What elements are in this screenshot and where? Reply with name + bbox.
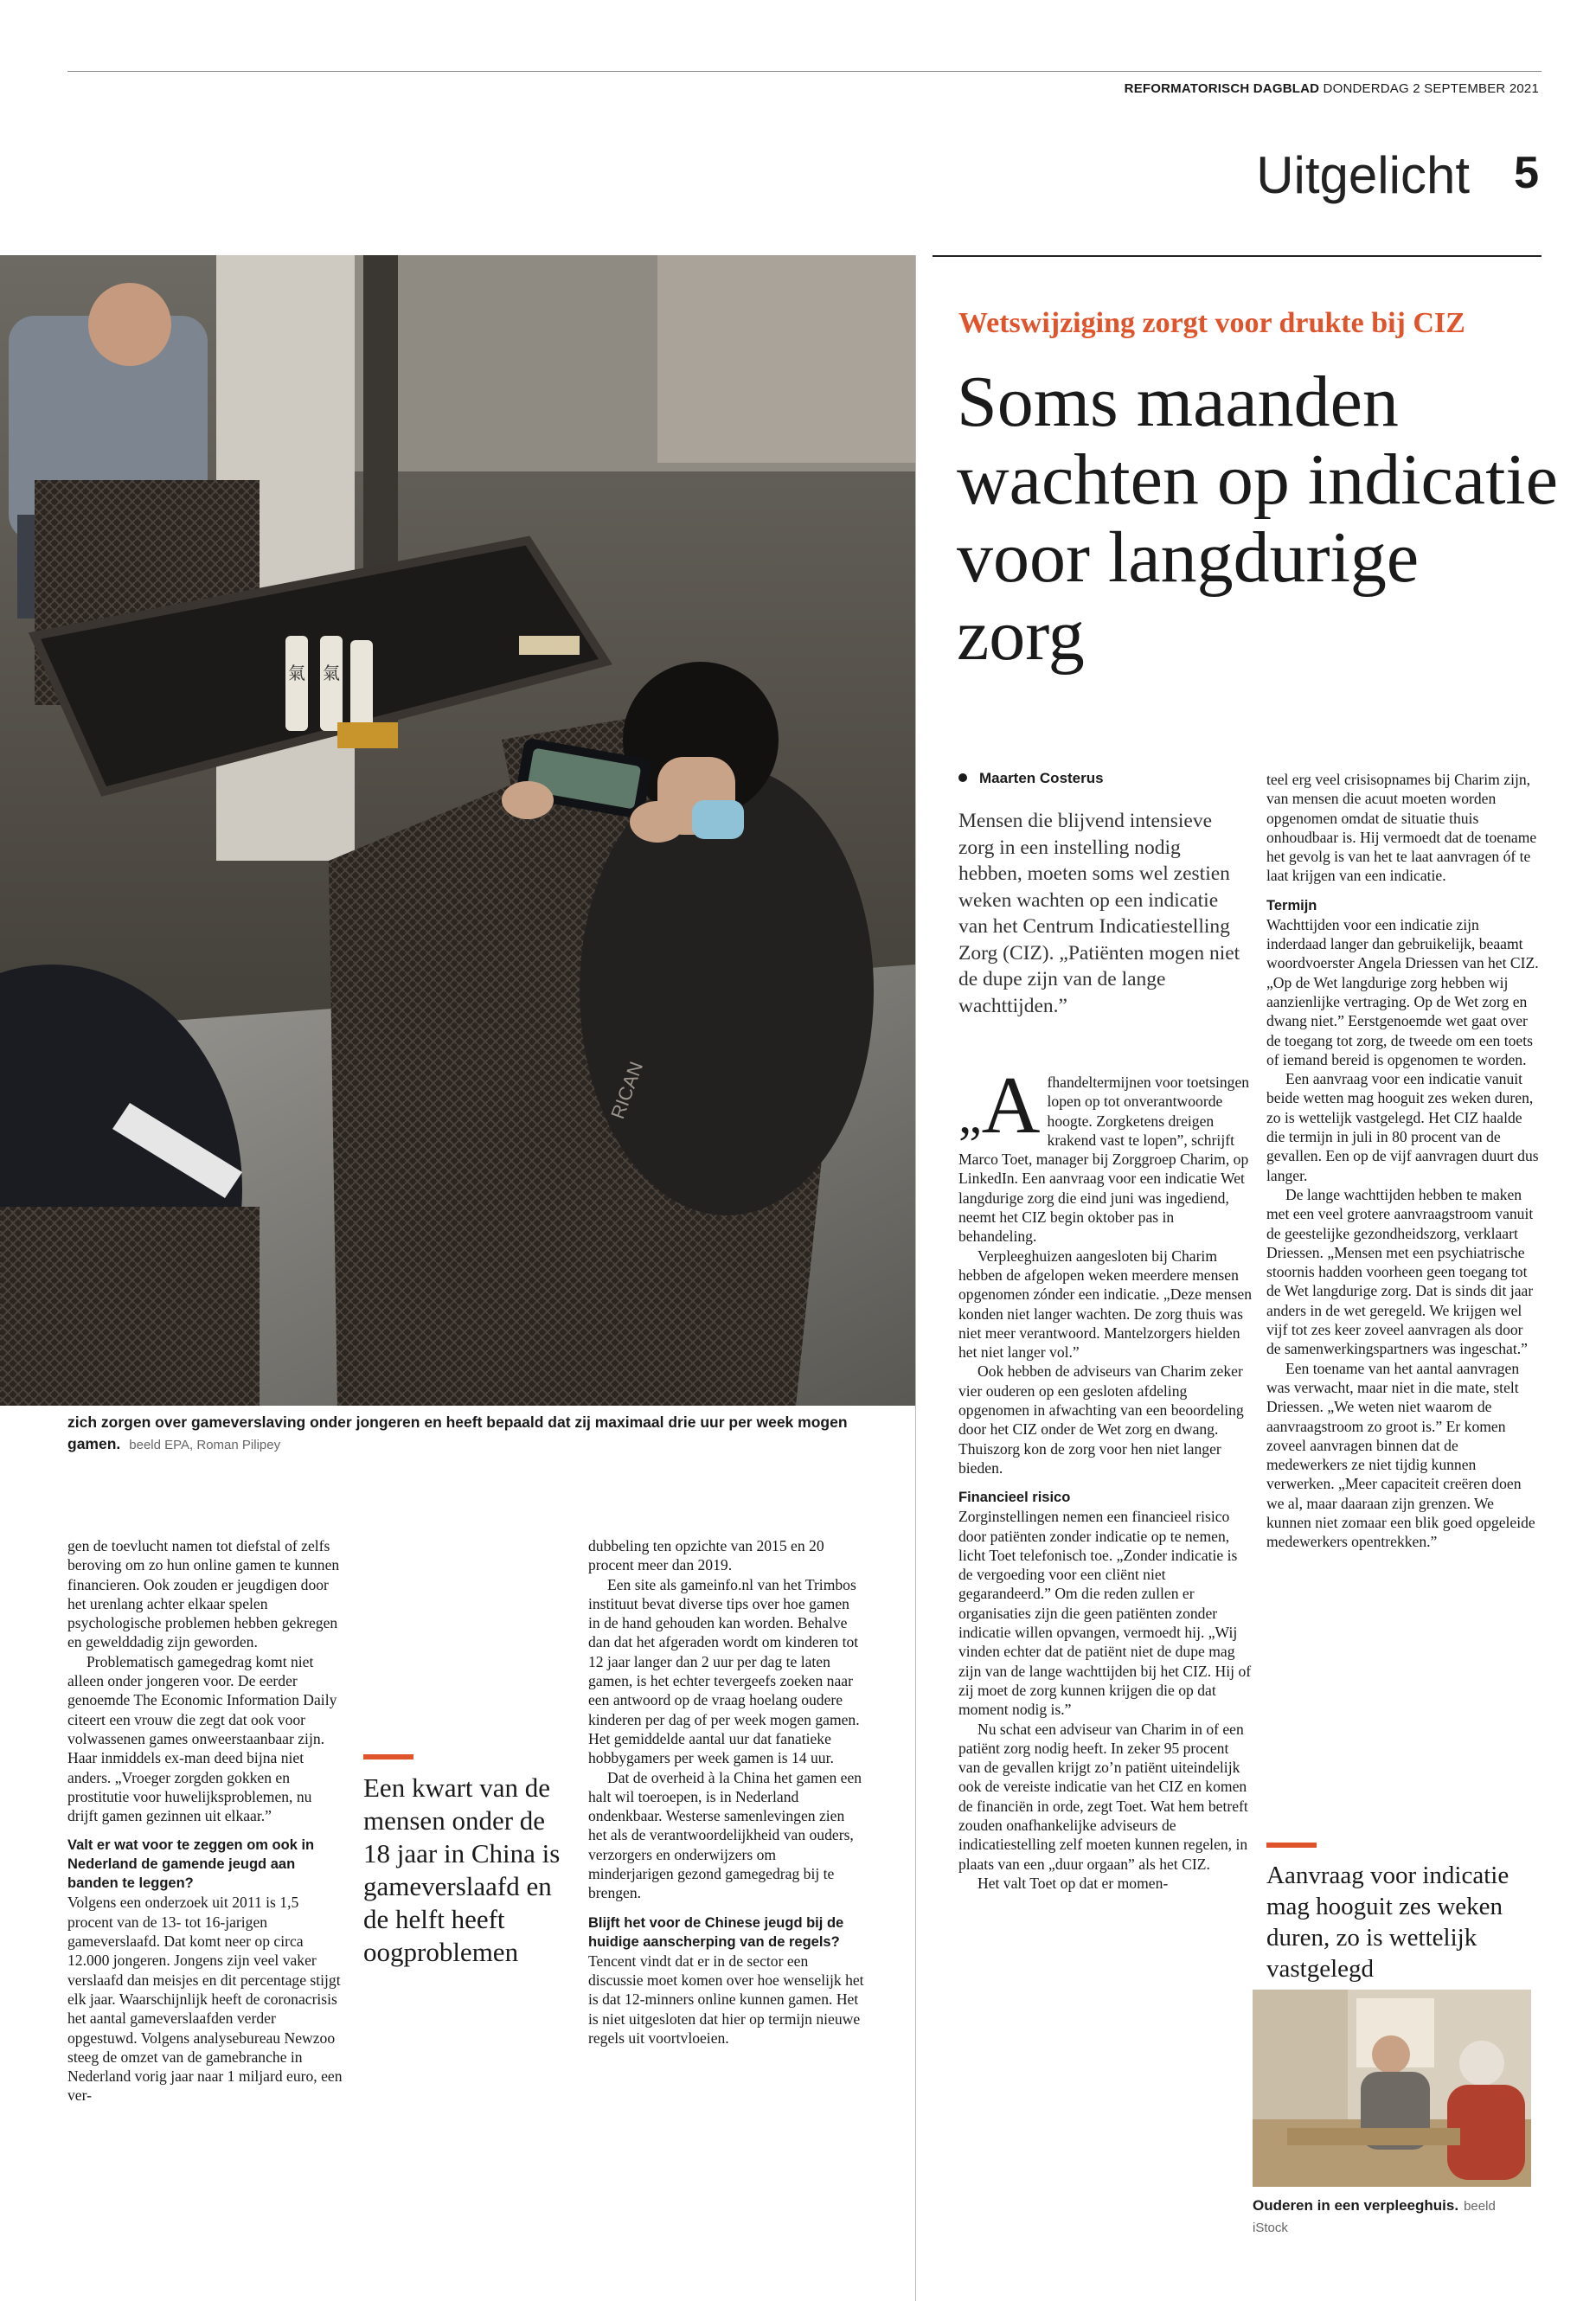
author-name: Maarten Costerus [979, 770, 1104, 786]
main-photo [0, 255, 915, 1406]
paragraph: Tencent vindt dat er in de sector een discussie moet komen over hoe wenselijk het is dat 12-minners online kunnen gamen. Het is niet uitgesloten dat hier op termijn nieuwe regels uit voortvloeien. [588, 1952, 864, 2047]
photo-credit: beeld EPA, Roman Pilipey [129, 1438, 281, 1452]
paragraph: Wachttijden voor een indicatie zijn inderdaad langer dan gebruikelijk, beaamt woordvoerster Angela Driessen van het CIZ. „Op de Wet langdurige zorg hebben wij aanzienlijke vertraging. Op de Wet zorg en dwang niet.” Eerstgenoemde wet gaat over de toegang tot zorg, de tweede om een toets of iemand bereid is opgenomen te worden. [1266, 915, 1539, 1068]
photo-credit: beeld iStock [1253, 2199, 1496, 2235]
subheading: Blijft het voor de Chinese jeugd bij de huidige aanscherping van de regels? [588, 1914, 844, 1950]
paragraph: Ook hebben de adviseurs van Charim zeker vier ouderen op een gesloten afdeling opgenomen in afwachting van een beoordeling door het CIZ onder de Wet zorg en dwang. Thuiszorg kon de zorg voor hen niet langer bieden. [958, 1362, 1244, 1477]
care-home-photo [1253, 1990, 1531, 2187]
pull-quote: Een kwart van de mensen onder de 18 jaar in China is gameverslaafd en de helft heeft oogproblemen [363, 1772, 561, 1967]
right-column-1 [958, 1061, 1253, 1893]
pull-quote-accent [363, 1754, 413, 1759]
masthead [1125, 81, 1539, 96]
drop-cap-quote: „ [958, 1086, 982, 1144]
right-column-2 [1266, 770, 1539, 1552]
paragraph: Nu schat een adviseur van Charim in of een patiënt zorg nodig heeft. In zeker 95 procent van de gevallen krijgt zo’n patiënt uiteindelijk ook de vereiste indicatie van het CIZ en komen de financiën in orde, zegt Toet. Wat hem betreft zouden onafhankelijke adviseurs de indicatiestelling zelf moeten kunnen regelen, in plaats van een „duur orgaan” als het CIZ. [958, 1720, 1248, 1873]
pull-quote-accent [1266, 1843, 1317, 1848]
photo-caption [67, 1412, 898, 1456]
column-divider [915, 255, 916, 2301]
paragraph: Het valt Toet op dat er momen- [977, 1874, 1169, 1892]
paragraph: Volgens een onderzoek uit 2011 is 1,5 procent van de 13- tot 16-jarigen gameverslaafd. Dat komt neer op circa 12.000 jongeren. Jongens zijn veel vaker verslaafd dan meisjes en dit percentage stijgt elk jaar. Waarschijnlijk heeft de coronacrisis het aantal gameverslaafden verder opgestuwd. Volgens analysebureau Newzoo steeg de omzet van de gamebranche in Nederland vorig jaar naar 1 miljard euro, een ver- [67, 1894, 343, 2105]
pull-quote: Aanvraag voor indicatie mag hooguit zes weken duren, zo is wettelijk vastgelegd [1266, 1862, 1509, 1983]
caption-text: Ouderen in een verpleeghuis. [1253, 2197, 1459, 2214]
drop-cap [958, 1061, 1041, 1150]
page-number: 5 [1514, 148, 1539, 198]
bullet-icon [958, 773, 967, 782]
paragraph: Verpleeghuizen aangesloten bij Charim hebben de afgelopen weken meerdere mensen opgenomen zónder een indicatie. „Deze mensen konden niet langer wachten. De zorg thuis was niet meer verantwoord. Mantelzorgers hielden het niet langer vol.” [958, 1247, 1253, 1362]
paragraph: dubbeling ten opzichte van 2015 en 20 procent meer dan 2019. [588, 1537, 824, 1574]
issue-date: DONDERDAG 2 SEPTEMBER 2021 [1323, 81, 1539, 96]
paper-name: REFORMATORISCH DAGBLAD [1124, 81, 1320, 96]
can-label: 氣 [288, 664, 305, 683]
jacket-text: RICAN [606, 1058, 648, 1122]
paragraph: fhandeltermijnen voor toetsingen lopen op tot onverantwoorde hoogte. Zorgketens dreigen krakend vast te lopen”, schrijft Marco Toet, manager bij Zorggroep Charim, op LinkedIn. Een aanvraag voor een indicatie Wet langdurige zorg die eind juni was ingediend, neemt het CIZ begin oktober pas in behandeling. [958, 1074, 1250, 1246]
headline: Soms maanden wachten op indicatie voor langdurige zorg [957, 362, 1559, 676]
kicker: Wetswijziging zorgt voor drukte bij CIZ [958, 307, 1465, 339]
small-photo-caption [1253, 2195, 1531, 2239]
paragraph: Een site als gameinfo.nl van het Trimbos instituut bevat diverse tips over hoe gamen in de hand gehouden kan worden. Behalve dan dat het afgeraden wordt om kinderen tot 12 jaar langer dan 2 uur per dag te laten gamen, is het echter tevergeefs zoeken naar een antwoord op de vraag hoelang oudere kinderen per dag of per week mogen gamen. Het gemiddelde aantal uur dat fanatieke hobbygamers per week gamen is 14 uur. [588, 1575, 860, 1767]
paragraph: Problematisch gamegedrag komt niet alleen onder jongeren voor. De eerder genoemde The Economic Information Daily citeert een vrouw die zegt dat ook voor volwassenen games onweerstaanbaar zijn. Haar inmiddels ex-man deed bijna niet anders. „Vroeger zorgden gokken en prostitutie voor huwelijksproblemen, nu drijft gamen gezinnen uit elkaar.” [67, 1652, 337, 1825]
paragraph: De lange wachttijden hebben te maken met een veel grotere aanvraagstroom vanuit de geestelijke gezondheidszorg, verklaart Driessen. „Mensen met een psychiatrische stoornis hadden voorheen geen toegang tot de Wet langdurige zorg. Dat is sinds dit jaar anders in de wet geregeld. We krijgen wel vijf tot zes keer zoveel aanvragen als door de samenwerkingspartners was ingeschat.” [1266, 1185, 1534, 1358]
section-rule [933, 255, 1542, 257]
paragraph: Een aanvraag voor een indicatie vanuit beide wetten mag hooguit zes weken duren, zo is wettelijk vastgelegd. Het CIZ haalde die termijn in juli in 80 procent van de gevallen. Een op de vijf aanvragen duurt dus langer. [1266, 1070, 1539, 1184]
byline [958, 770, 1104, 787]
top-rule [67, 71, 1542, 72]
can-label: 氣 [323, 664, 340, 683]
drop-cap-letter: A [981, 1061, 1041, 1150]
intro-paragraph: Mensen die blijvend intensieve zorg in een instelling nodig hebben, moeten soms wel zestien weken wachten op een indicatie van het Centrum Indicatiestelling Zorg (CIZ). „Patiënten mogen niet de dupe zijn van de lange wachttijden.” [958, 810, 1240, 1017]
paragraph: Zorginstellingen nemen een financieel risico door patiënten zonder indicatie op te nemen, licht Toet telefonisch toe. „Zonder indicatie is de vergoeding voor een cliënt niet gegarandeerd.” Om die reden zullen er organisaties zijn die geen patiënten zonder indicatie willen opvangen, vermoedt hij. „Wij vinden echter dat de patiënt niet de dupe mag zijn van de lange wachttijden bij het CIZ. Hij of zij moet de zorg kunnen krijgen die op dat moment nodig is.” [958, 1508, 1252, 1719]
left-column-3 [588, 1536, 865, 2048]
caption-text: zich zorgen over gameverslaving onder jongeren en heeft bepaald dat zij maximaal drie uur per week mogen gamen. [67, 1413, 848, 1452]
subheading: Financieel risico [958, 1490, 1071, 1506]
left-column-1 [67, 1536, 344, 2106]
paragraph: teel erg veel crisisopnames bij Charim zijn, van mensen die acuut moeten worden opgenomen omdat de situatie thuis onhoudbaar is. Hij vermoedt dat de toename het gevolg is van het te laat aanvragen óf te laat krijgen van een indicatie. [1266, 771, 1537, 885]
paragraph: gen de toevlucht namen tot diefstal of zelfs beroving om zo hun online gamen te kunnen financieren. Ook zouden er jeugdigen door het urenlang achter elkaar spelen psychologische problemen hebben gekregen en gewelddadig zijn geworden. [67, 1537, 340, 1651]
subheading: Termijn [1266, 897, 1317, 913]
section-title: Uitgelicht [1256, 146, 1470, 204]
subheading: Valt er wat voor te zeggen om ook in Nederland de gamende jeugd aan banden te leggen? [67, 1837, 315, 1892]
paragraph: Een toename van het aantal aanvragen was verwacht, maar niet in die mate, stelt Driessen. „We weten niet waarom de aanvraagstroom zo groot is.” Er komen zoveel aanvragen binnen dat de medewerkers ze niet tijdig kunnen verwerken. „Meer capaciteit creëren doen we al, maar daaraan zijn grenzen. We kunnen niet zomaar een blik goed opgeleide medewerkers opentrekken.” [1266, 1359, 1535, 1551]
paragraph: Dat de overheid à la China het gamen een halt wil toeroepen, is in Nederland ondenkbaar. Westerse samenlevingen zien het als de verantwoordelijkheid van ouders, verzorgers en onderwijzers om minderjarigen gezond gamegedrag bij te brengen. [588, 1768, 862, 1902]
